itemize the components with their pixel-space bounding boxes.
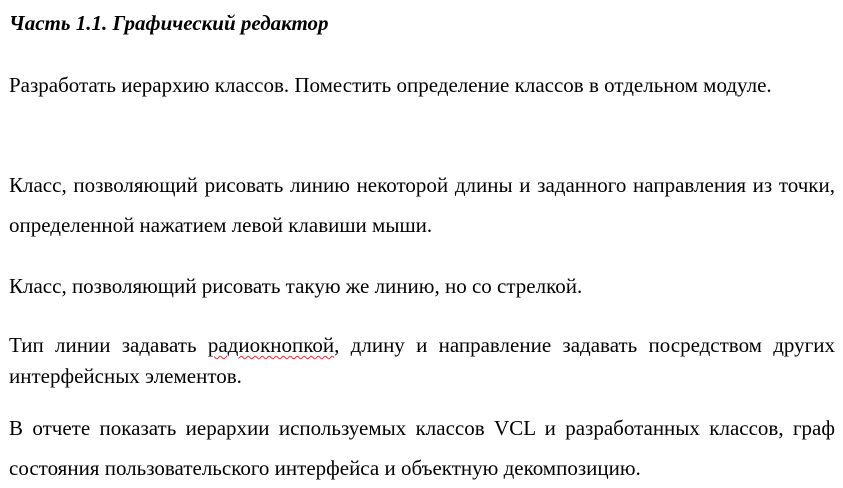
paragraph-line-type <box>9 330 835 392</box>
paragraph-report: В отчете показать иерархии используемых классов VCL и разработанных классов, граф состояния пользовательского интерфейса и объектную декомпозицию. <box>9 416 835 480</box>
spellcheck-flagged-word[interactable]: радиокнопкой <box>207 333 335 357</box>
section-heading: Часть 1.1. Графический редактор <box>9 11 329 35</box>
paragraph-line-class: Класс, позволяющий рисовать линию некоторой длины и заданного направления из точки, определенной нажатием левой клавиши мыши. <box>9 173 835 237</box>
paragraph-line-type-start: Тип линии задавать <box>9 333 208 357</box>
paragraph-line-type-end: , длину и направление задавать посредством других интерфейсных элементов. <box>9 333 835 388</box>
paragraph-arrow-class: Класс, позволяющий рисовать такую же линию, но со стрелкой. <box>9 274 583 298</box>
paragraph-class-hierarchy: Разработать иерархию классов. Поместить определение классов в отдельном модуле. <box>9 73 772 97</box>
